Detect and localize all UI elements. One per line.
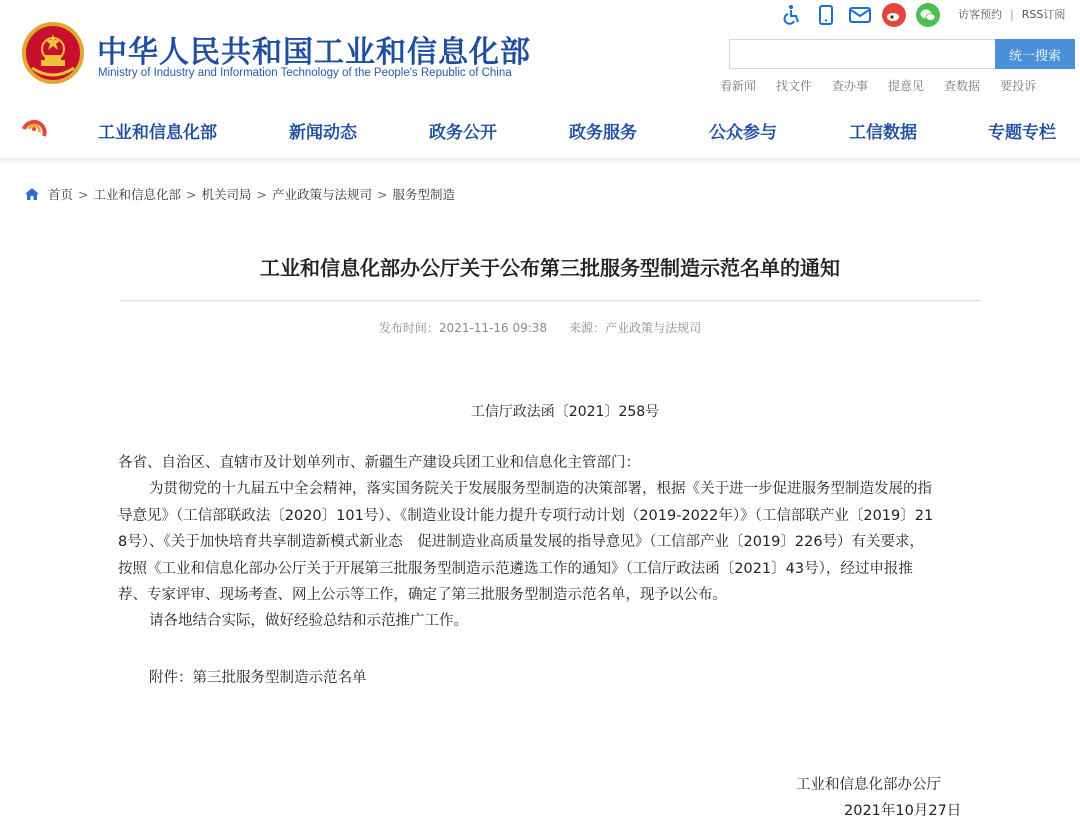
publish-time: 2021-11-16 09:38 bbox=[438, 321, 548, 335]
breadcrumb bbox=[24, 185, 455, 203]
body-paragraph: 请各地结合实际，做好经验总结和示范推广工作。 bbox=[149, 613, 468, 630]
mail-icon[interactable] bbox=[848, 3, 872, 27]
body-line: 为贯彻党的十九届五中全会精神，落实国务院关于发展服务型制造的决策部署，根据《关于进一步促进服务型制造发展的指 bbox=[149, 481, 932, 498]
nav-item-special-topics[interactable]: 专题专栏 bbox=[988, 123, 1056, 143]
nav-divider bbox=[0, 158, 1080, 164]
mobile-icon[interactable] bbox=[814, 3, 838, 27]
wechat-icon[interactable] bbox=[916, 3, 940, 27]
accessibility-icon[interactable] bbox=[780, 3, 804, 27]
title-divider bbox=[120, 300, 980, 301]
quick-links bbox=[720, 77, 1036, 94]
breadcrumb-separator: > bbox=[186, 186, 197, 202]
article-body bbox=[118, 450, 983, 635]
national-emblem-icon[interactable] bbox=[22, 22, 84, 84]
site-title[interactable]: 中华人民共和国工业和信息化部 bbox=[97, 35, 531, 70]
breadcrumb-departments[interactable]: 机关司局 bbox=[201, 187, 252, 202]
breadcrumb-separator: > bbox=[78, 186, 89, 202]
quick-link-news[interactable]: 看新闻 bbox=[720, 79, 757, 93]
miit-logo-icon[interactable] bbox=[20, 116, 50, 142]
source-label: 来源： bbox=[569, 321, 606, 335]
body-line: 按照《工业和信息化部办公厅关于开展第三批服务型制造示范遴选工作的通知》（工信厅政法函〔2021〕43号），经过申报推 bbox=[118, 560, 913, 577]
quick-link-complaint[interactable]: 要投诉 bbox=[1000, 79, 1037, 93]
top-links bbox=[958, 6, 1065, 22]
signature-organization: 工业和信息化部办公厅 bbox=[796, 777, 941, 793]
breadcrumb-home[interactable]: 首页 bbox=[48, 187, 74, 202]
nav-item-data[interactable]: 工信数据 bbox=[849, 123, 917, 143]
breadcrumb-separator: > bbox=[256, 186, 267, 202]
home-icon[interactable] bbox=[24, 187, 40, 201]
breadcrumb-miit[interactable]: 工业和信息化部 bbox=[93, 187, 182, 202]
nav-item-government-services[interactable]: 政务服务 bbox=[569, 123, 637, 143]
document-number: 工信厅政法函〔2021〕258号 bbox=[470, 404, 660, 420]
breadcrumb-separator: > bbox=[377, 186, 388, 202]
nav-item-miit[interactable]: 工业和信息化部 bbox=[98, 123, 217, 143]
site-subtitle: Ministry of Industry and Information Technology of the People's Republic of China bbox=[98, 67, 512, 79]
breadcrumb-service-manufacturing[interactable]: 服务型制造 bbox=[392, 187, 456, 202]
rss-link[interactable]: RSS订阅 bbox=[1021, 8, 1066, 21]
quick-link-feedback[interactable]: 提意见 bbox=[888, 79, 925, 93]
signature-date: 2021年10月27日 bbox=[844, 803, 962, 819]
visitor-appointment-link[interactable]: 访客预约 bbox=[958, 8, 1002, 21]
search-input[interactable] bbox=[729, 39, 996, 69]
attachment-link[interactable]: 附件：第三批服务型制造示范名单 bbox=[149, 670, 367, 686]
search-button[interactable]: 统一搜索 bbox=[995, 39, 1075, 69]
main-nav bbox=[0, 100, 1080, 158]
body-line: 荐、专家评审、现场考查、网上公示等工作，确定了第三批服务型制造示范名单，现予以公布。 bbox=[118, 587, 727, 604]
site-header bbox=[0, 0, 1080, 100]
source: 产业政策与法规司 bbox=[605, 321, 702, 335]
body-line: 导意见》（工信部联政法〔2020〕101号）、《制造业设计能力提升专项行动计划（2019-2022年）》（工信部联产业〔2019〕21 bbox=[118, 507, 934, 524]
body-line: 8号）、《关于加快培育共享制造新模式新业态 促进制造业高质量发展的指导意见》（工信部产业〔2019〕226号）有关要求， bbox=[118, 534, 925, 551]
top-icon-bar bbox=[780, 3, 950, 27]
breadcrumb-policy-dept[interactable]: 产业政策与法规司 bbox=[272, 187, 373, 202]
publish-time-label: 发布时间： bbox=[378, 321, 439, 335]
article-meta bbox=[0, 319, 1080, 336]
salutation: 各省、自治区、直辖市及计划单列市、新疆生产建设兵团工业和信息化主管部门： bbox=[118, 455, 640, 471]
divider: | bbox=[1010, 8, 1014, 21]
weibo-icon[interactable] bbox=[882, 3, 906, 27]
quick-link-files[interactable]: 找文件 bbox=[776, 79, 813, 93]
quick-link-data[interactable]: 查数据 bbox=[944, 79, 981, 93]
nav-item-public-participation[interactable]: 公众参与 bbox=[709, 123, 777, 143]
article-title: 工业和信息化部办公厅关于公布第三批服务型制造示范名单的通知 bbox=[260, 256, 840, 280]
nav-item-government-affairs[interactable]: 政务公开 bbox=[429, 123, 497, 143]
nav-item-news[interactable]: 新闻动态 bbox=[289, 123, 357, 143]
quick-link-services[interactable]: 查办事 bbox=[832, 79, 869, 93]
